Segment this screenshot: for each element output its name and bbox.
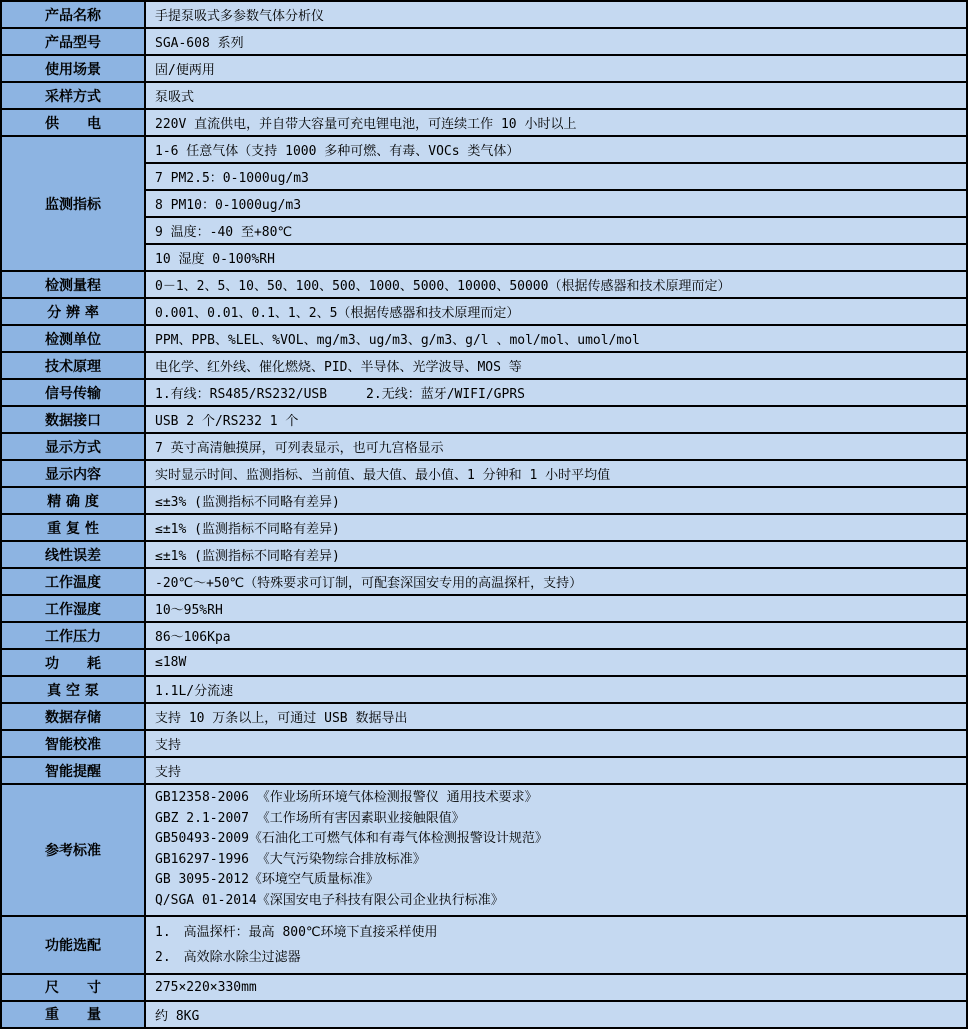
spec-value: 10 湿度 0-100%RH <box>145 244 967 271</box>
spec-value: 275×220×330mm <box>145 974 967 1001</box>
standard-line: GB12358-2006 《作业场所环境气体检测报警仪 通用技术要求》 <box>155 790 538 805</box>
spec-value: 1.1L/分流速 <box>145 676 967 703</box>
spec-label: 信号传输 <box>1 379 145 406</box>
table-row <box>1 568 967 595</box>
spec-value: 9 温度：-40 至+80℃ <box>145 217 967 244</box>
spec-value: PPM、PPB、%LEL、%VOL、mg/m3、ug/m3、g/m3、g/l 、mol/mol、umol/mol <box>145 325 967 352</box>
spec-label: 重 量 <box>1 1001 145 1028</box>
spec-value: 7 PM2.5：0-1000ug/m3 <box>145 163 967 190</box>
spec-label: 显示内容 <box>1 460 145 487</box>
spec-label: 工作温度 <box>1 568 145 595</box>
spec-label: 参考标准 <box>1 784 145 916</box>
spec-value: ≤±1% (监测指标不同略有差异) <box>145 514 967 541</box>
table-row <box>1 622 967 649</box>
table-row <box>1 1 967 28</box>
standard-line: GB16297-1996 《大气污染物综合排放标准》 <box>155 851 426 867</box>
spec-label: 线性误差 <box>1 541 145 568</box>
spec-value: 固/便两用 <box>145 55 967 82</box>
spec-value: 约 8KG <box>145 1001 967 1028</box>
option-line: 1. 高温探杆：最高 800℃环境下直接采样使用 <box>155 924 438 940</box>
spec-label: 功能选配 <box>1 916 145 974</box>
table-row <box>1 325 967 352</box>
spec-value: 支持 <box>145 730 967 757</box>
spec-label: 真 空 泵 <box>1 676 145 703</box>
spec-value: ≤18W <box>145 649 967 676</box>
spec-label: 产品名称 <box>1 1 145 28</box>
spec-value: 泵吸式 <box>145 82 967 109</box>
table-row <box>1 271 967 298</box>
table-row <box>1 190 967 217</box>
spec-value: 电化学、红外线、催化燃烧、PID、半导体、光学波导、MOS 等 <box>145 352 967 379</box>
table-row <box>1 730 967 757</box>
table-row <box>1 514 967 541</box>
table-row <box>1 784 967 916</box>
spec-label: 检测单位 <box>1 325 145 352</box>
table-row <box>1 541 967 568</box>
spec-value-options <box>145 916 967 974</box>
spec-value: 1.有线：RS485/RS232/USB 2.无线：蓝牙/WIFI/GPRS <box>145 379 967 406</box>
table-row <box>1 55 967 82</box>
option-line: 2. 高效除水除尘过滤器 <box>155 949 301 965</box>
spec-value: SGA-608 系列 <box>145 28 967 55</box>
table-row <box>1 82 967 109</box>
spec-value: 86～106Kpa <box>145 622 967 649</box>
spec-value: 220V 直流供电，并自带大容量可充电锂电池，可连续工作 10 小时以上 <box>145 109 967 136</box>
standard-line: GBZ 2.1-2007 《工作场所有害因素职业接触限值》 <box>155 810 465 826</box>
spec-value: ≤±1% (监测指标不同略有差异) <box>145 541 967 568</box>
spec-label: 使用场景 <box>1 55 145 82</box>
table-row <box>1 757 967 784</box>
table-row <box>1 460 967 487</box>
spec-label: 监测指标 <box>1 136 145 271</box>
spec-label: 数据接口 <box>1 406 145 433</box>
spec-label: 检测量程 <box>1 271 145 298</box>
table-row <box>1 703 967 730</box>
spec-value: 支持 10 万条以上，可通过 USB 数据导出 <box>145 703 967 730</box>
standard-line: GB 3095-2012《环境空气质量标准》 <box>155 872 379 888</box>
spec-value: 0.001、0.01、0.1、1、2、5（根据传感器和技术原理而定） <box>145 298 967 325</box>
spec-label: 分 辨 率 <box>1 298 145 325</box>
spec-label: 智能校准 <box>1 730 145 757</box>
table-row <box>1 244 967 271</box>
spec-value: 实时显示时间、监测指标、当前值、最大值、最小值、1 分钟和 1 小时平均值 <box>145 460 967 487</box>
spec-label: 数据存储 <box>1 703 145 730</box>
spec-label: 技术原理 <box>1 352 145 379</box>
spec-label: 显示方式 <box>1 433 145 460</box>
spec-label: 产品型号 <box>1 28 145 55</box>
spec-value: 1-6 任意气体（支持 1000 多种可燃、有毒、VOCs 类气体） <box>145 136 967 163</box>
spec-value: 手提泵吸式多参数气体分析仪 <box>145 1 967 28</box>
table-row <box>1 595 967 622</box>
table-row <box>1 352 967 379</box>
table-row <box>1 406 967 433</box>
table-row <box>1 217 967 244</box>
spec-label: 采样方式 <box>1 82 145 109</box>
standard-line: Q/SGA 01-2014《深国安电子科技有限公司企业执行标准》 <box>155 892 504 908</box>
spec-label: 功 耗 <box>1 649 145 676</box>
spec-value: 7 英寸高清触摸屏，可列表显示，也可九宫格显示 <box>145 433 967 460</box>
table-row <box>1 1001 967 1028</box>
spec-label: 尺 寸 <box>1 974 145 1001</box>
spec-value: 10～95%RH <box>145 595 967 622</box>
table-row <box>1 433 967 460</box>
spec-value: 0－1、2、5、10、50、100、500、1000、5000、10000、50000（根据传感器和技术原理而定） <box>145 271 967 298</box>
spec-value: 支持 <box>145 757 967 784</box>
table-row <box>1 109 967 136</box>
table-row <box>1 136 967 163</box>
table-row <box>1 379 967 406</box>
standard-line: GB50493-2009《石油化工可燃气体和有毒气体检测报警设计规范》 <box>155 831 548 847</box>
table-row <box>1 163 967 190</box>
table-row <box>1 649 967 676</box>
table-row <box>1 676 967 703</box>
spec-value: USB 2 个/RS232 1 个 <box>145 406 967 433</box>
spec-value: ≤±3% (监测指标不同略有差异) <box>145 487 967 514</box>
spec-label: 精 确 度 <box>1 487 145 514</box>
table-row <box>1 487 967 514</box>
spec-label: 工作压力 <box>1 622 145 649</box>
table-row <box>1 298 967 325</box>
table-row <box>1 28 967 55</box>
spec-label: 重 复 性 <box>1 514 145 541</box>
spec-value-standards <box>145 784 967 916</box>
spec-label: 供 电 <box>1 109 145 136</box>
table-row <box>1 974 967 1001</box>
spec-value: 8 PM10：0-1000ug/m3 <box>145 190 967 217</box>
table-row <box>1 916 967 974</box>
spec-label: 智能提醒 <box>1 757 145 784</box>
spec-value: -20℃～+50℃（特殊要求可订制，可配套深国安专用的高温探杆，支持） <box>145 568 967 595</box>
spec-label: 工作湿度 <box>1 595 145 622</box>
